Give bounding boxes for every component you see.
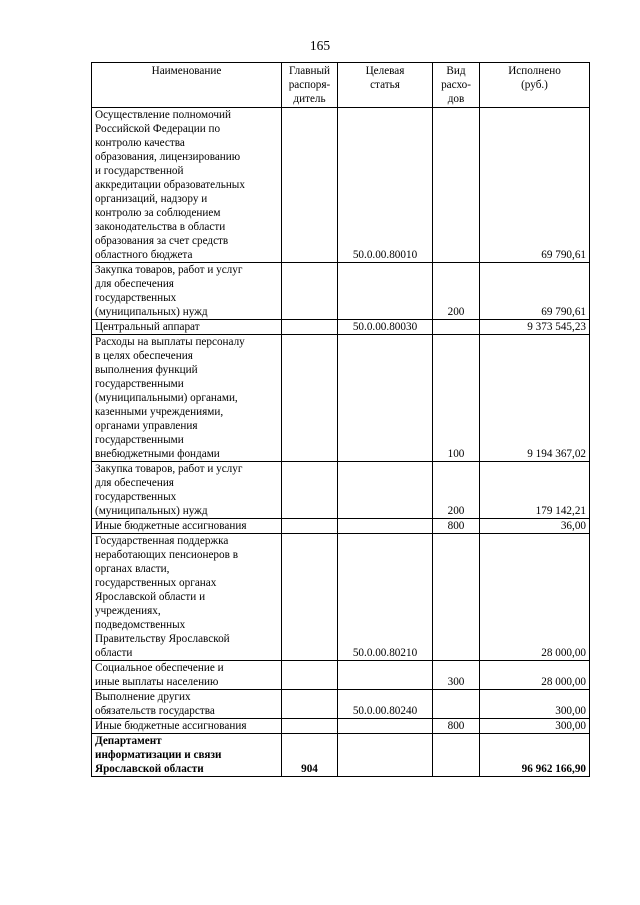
cell-name-line: и государственной: [95, 165, 184, 177]
table-row: [92, 719, 590, 734]
header-kind-line: Вид: [446, 65, 466, 77]
header-admin-line: дитель: [293, 93, 326, 105]
header-admin-line: распоря-: [288, 79, 331, 91]
header-target: [338, 63, 433, 108]
cell-name-line: неработающих пенсионеров в: [95, 549, 238, 561]
cell-name-line: (муниципальными) органами,: [95, 392, 238, 404]
header-admin-line: Главный: [289, 65, 330, 77]
cell-name-line: для обеспечения: [95, 477, 174, 489]
cell-name-line: Государственная поддержка: [95, 535, 229, 547]
cell-name-line: в целях обеспечения: [95, 350, 193, 362]
cell-name-line: области: [95, 647, 133, 659]
cell-name-line: органах власти,: [95, 563, 170, 575]
cell-executed: 69 790,61: [480, 263, 590, 320]
cell-kind: [433, 690, 480, 719]
cell-name-line: подведомственных: [95, 619, 186, 631]
cell-kind: 200: [433, 462, 480, 519]
cell-name-line: Закупка товаров, работ и услуг: [95, 463, 243, 475]
cell-name-line: государственных: [95, 292, 177, 304]
cell-name-line: для обеспечения: [95, 278, 174, 290]
cell-name-line: образования, лицензированию: [95, 151, 241, 163]
cell-name-line: Департамент: [95, 735, 162, 747]
page-number: 165: [309, 38, 331, 53]
table-row: [92, 661, 590, 690]
cell-name-line: Центральный аппарат: [95, 321, 200, 333]
cell-admin: [282, 534, 338, 661]
cell-name-line: областного бюджета: [95, 249, 193, 261]
cell-name: [92, 719, 282, 734]
table-row: [92, 519, 590, 534]
table-row: [92, 320, 590, 335]
header-kind-line: дов: [447, 93, 465, 105]
table-row: [92, 108, 590, 263]
header-name-text: Наименование: [151, 65, 222, 77]
cell-target: [338, 519, 433, 534]
cell-executed: 28 000,00: [480, 661, 590, 690]
table-row: [92, 462, 590, 519]
cell-name-line: органами управления: [95, 420, 198, 432]
budget-table: [91, 62, 590, 777]
cell-admin: [282, 462, 338, 519]
cell-target: [338, 462, 433, 519]
header-target-line: статья: [370, 79, 400, 91]
header-executed: [480, 63, 590, 108]
table-row: [92, 534, 590, 661]
cell-name-line: контролю качества: [95, 137, 185, 149]
header-name: [92, 63, 282, 108]
header-target-line: Целевая: [365, 65, 405, 77]
cell-executed: 96 962 166,90: [480, 734, 590, 777]
cell-name-line: Осуществление полномочий: [95, 109, 231, 121]
cell-admin: [282, 519, 338, 534]
cell-target: 50.0.00.80210: [338, 534, 433, 661]
table-row: [92, 690, 590, 719]
table-body: [92, 108, 590, 777]
cell-target: [338, 335, 433, 462]
cell-name-line: организаций, надзору и: [95, 193, 208, 205]
cell-admin: [282, 335, 338, 462]
cell-name-line: Правительству Ярославской: [95, 633, 230, 645]
cell-name-line: аккредитации образовательных: [95, 179, 245, 191]
cell-name-line: Иные бюджетные ассигнования: [95, 520, 247, 532]
cell-kind: [433, 320, 480, 335]
cell-name-line: казенными учреждениями,: [95, 406, 224, 418]
cell-name-line: Расходы на выплаты персоналу: [95, 336, 245, 348]
cell-target: 50.0.00.80010: [338, 108, 433, 263]
cell-kind: 800: [433, 519, 480, 534]
cell-kind: 800: [433, 719, 480, 734]
cell-name: [92, 320, 282, 335]
cell-executed: 36,00: [480, 519, 590, 534]
cell-target: 50.0.00.80030: [338, 320, 433, 335]
cell-kind: 100: [433, 335, 480, 462]
cell-name-line: образования за счет средств: [95, 235, 229, 247]
cell-name-line: Закупка товаров, работ и услуг: [95, 264, 243, 276]
cell-name: [92, 335, 282, 462]
cell-admin: [282, 108, 338, 263]
cell-name-line: обязательств государства: [95, 705, 215, 717]
header-executed-line: (руб.): [521, 79, 548, 91]
cell-admin: [282, 320, 338, 335]
table-row: [92, 734, 590, 777]
cell-executed: 300,00: [480, 719, 590, 734]
cell-target: [338, 661, 433, 690]
cell-executed: 9 194 367,02: [480, 335, 590, 462]
cell-name: [92, 534, 282, 661]
header-kind: [433, 63, 480, 108]
cell-name-line: Иные бюджетные ассигнования: [95, 720, 247, 732]
cell-name-line: Российской Федерации по: [95, 123, 221, 135]
cell-name: [92, 462, 282, 519]
cell-name-line: выполнения функций: [95, 364, 198, 376]
header-kind-line: расхо-: [441, 79, 471, 91]
cell-name-line: государственными: [95, 378, 184, 390]
cell-kind: 200: [433, 263, 480, 320]
cell-target: [338, 263, 433, 320]
cell-kind: [433, 534, 480, 661]
cell-executed: 69 790,61: [480, 108, 590, 263]
cell-kind: 300: [433, 661, 480, 690]
table-header-row: [92, 63, 590, 108]
header-admin: [282, 63, 338, 108]
cell-name-line: (муниципальных) нужд: [95, 306, 208, 318]
cell-name-line: законодательства в области: [95, 221, 226, 233]
cell-name: [92, 661, 282, 690]
cell-name-line: государственных: [95, 491, 177, 503]
cell-name-line: учреждениях,: [95, 605, 161, 617]
header-executed-line: Исполнено: [508, 65, 561, 77]
cell-admin: [282, 719, 338, 734]
cell-executed: 179 142,21: [480, 462, 590, 519]
cell-name-line: государственных органах: [95, 577, 217, 589]
cell-name: [92, 108, 282, 263]
cell-target: [338, 719, 433, 734]
cell-admin: 904: [282, 734, 338, 777]
cell-target: 50.0.00.80240: [338, 690, 433, 719]
cell-name-line: иные выплаты населению: [95, 676, 219, 688]
cell-executed: 9 373 545,23: [480, 320, 590, 335]
cell-name-line: информатизации и связи: [95, 749, 222, 761]
cell-name-line: Ярославской области: [95, 763, 204, 775]
cell-name: [92, 690, 282, 719]
cell-executed: 300,00: [480, 690, 590, 719]
table-row: [92, 263, 590, 320]
cell-name-line: Социальное обеспечение и: [95, 662, 224, 674]
table-row: [92, 335, 590, 462]
cell-kind: [433, 734, 480, 777]
cell-admin: [282, 661, 338, 690]
cell-name-line: Выполнение других: [95, 691, 191, 703]
cell-name-line: внебюджетными фондами: [95, 448, 220, 460]
cell-name-line: контролю за соблюдением: [95, 207, 221, 219]
cell-name: [92, 519, 282, 534]
cell-target: [338, 734, 433, 777]
cell-name: [92, 734, 282, 777]
cell-name-line: государственными: [95, 434, 184, 446]
cell-admin: [282, 263, 338, 320]
cell-name-line: Ярославской области и: [95, 591, 206, 603]
cell-executed: 28 000,00: [480, 534, 590, 661]
cell-name: [92, 263, 282, 320]
cell-admin: [282, 690, 338, 719]
cell-kind: [433, 108, 480, 263]
cell-name-line: (муниципальных) нужд: [95, 505, 208, 517]
